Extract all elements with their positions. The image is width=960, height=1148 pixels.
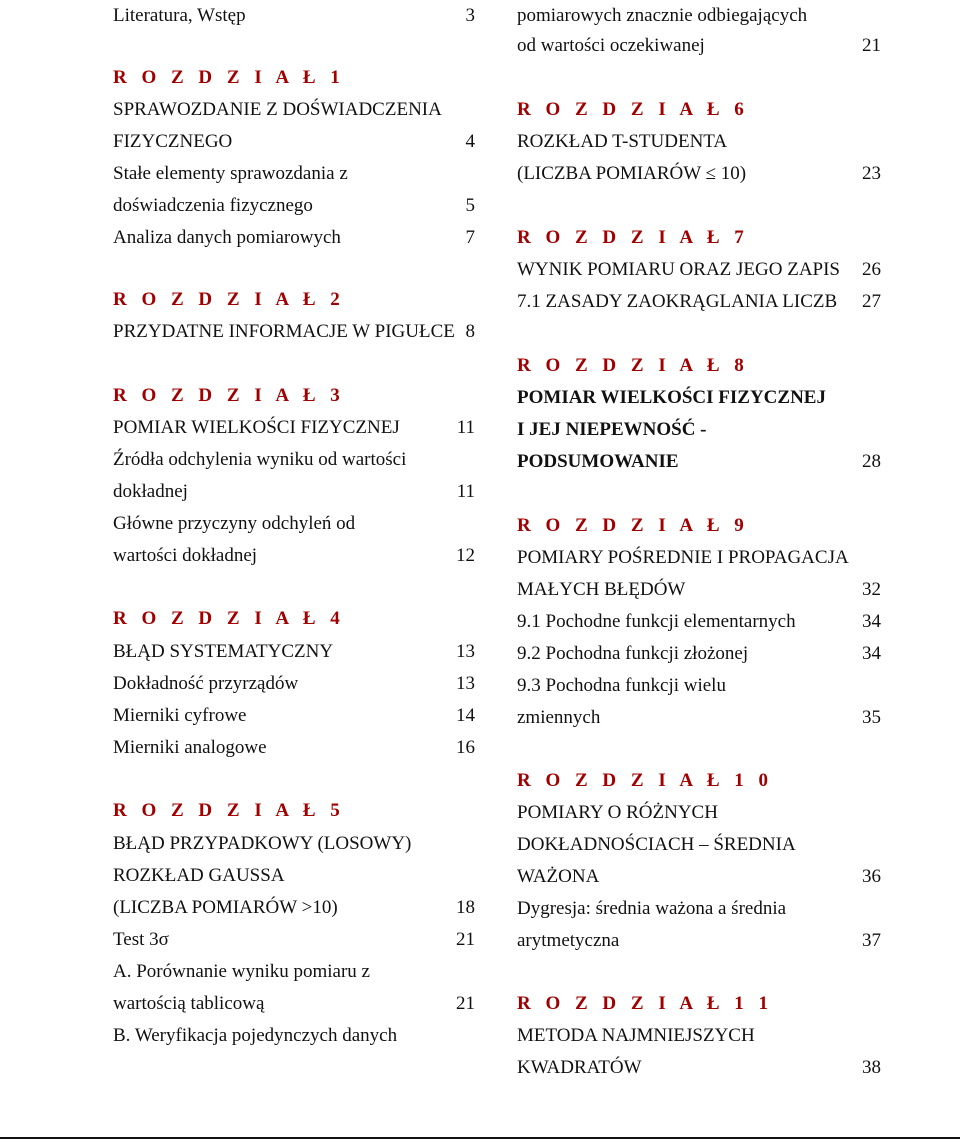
toc-entry: Źródła odchylenia wyniku od wartości xyxy=(113,449,407,470)
chapter-title[interactable]: PODSUMOWANIE 28 xyxy=(517,451,881,472)
chapter-title[interactable]: PRZYDATNE INFORMACJE W PIGUŁCE 8 xyxy=(113,321,475,342)
chapter-heading: R O Z D Z I A Ł 8 xyxy=(517,355,749,376)
toc-entry[interactable]: 9.1 Pochodne funkcji elementarnych 34 xyxy=(517,611,881,632)
chapter-title: I JEJ NIEPEWNOŚĆ - xyxy=(517,419,707,440)
chapter-title[interactable]: POMIAR WIELKOŚCI FIZYCZNEJ 11 xyxy=(113,417,475,438)
chapter-title: ROZKŁAD GAUSSA xyxy=(113,865,285,886)
toc-entry[interactable]: doświadczenia fizycznego 5 xyxy=(113,195,475,216)
toc-entry[interactable]: Dokładność przyrządów 13 xyxy=(113,673,475,694)
chapter-heading: R O Z D Z I A Ł 9 xyxy=(517,515,749,536)
toc-entry[interactable]: wartości dokładnej 12 xyxy=(113,545,475,566)
chapter-title[interactable]: (LICZBA POMIARÓW >10) 18 xyxy=(113,897,475,918)
toc-entry[interactable]: dokładnej 11 xyxy=(113,481,475,502)
toc-entry[interactable]: Test 3σ 21 xyxy=(113,929,475,950)
chapter-heading: R O Z D Z I A Ł 4 xyxy=(113,608,345,629)
chapter-heading: R O Z D Z I A Ł 5 xyxy=(113,800,345,821)
toc-entry: Dygresja: średnia ważona a średnia xyxy=(517,898,787,919)
chapter-title: DOKŁADNOŚCIACH – ŚREDNIA xyxy=(517,834,796,855)
bottom-divider xyxy=(0,1137,960,1139)
chapter-heading: R O Z D Z I A Ł 1 1 xyxy=(517,993,774,1014)
chapter-title[interactable]: WYNIK POMIARU ORAZ JEGO ZAPIS 26 xyxy=(517,259,881,280)
chapter-title: POMIAR WIELKOŚCI FIZYCZNEJ xyxy=(517,387,826,408)
chapter-title: BŁĄD PRZYPADKOWY (LOSOWY) xyxy=(113,833,412,854)
toc-entry: Główne przyczyny odchyleń od xyxy=(113,513,356,534)
toc-entry: B. Weryfikacja pojedynczych danych xyxy=(113,1025,398,1046)
entry-title: Literatura, Wstęp xyxy=(113,5,246,26)
toc-entry: A. Porównanie wyniku pomiaru z xyxy=(113,961,370,982)
chapter-heading: R O Z D Z I A Ł 3 xyxy=(113,385,345,406)
toc-entry[interactable]: 7.1 ZASADY ZAOKRĄGLANIA LICZB 27 xyxy=(517,291,881,312)
chapter-heading: R O Z D Z I A Ł 2 xyxy=(113,289,345,310)
chapter-title[interactable]: WAŻONA 36 xyxy=(517,866,881,887)
toc-entry[interactable]: arytmetyczna 37 xyxy=(517,930,881,951)
toc-entry[interactable]: Mierniki analogowe 16 xyxy=(113,737,475,758)
chapter-heading: R O Z D Z I A Ł 1 0 xyxy=(517,770,774,791)
toc-entry[interactable] xyxy=(113,0,475,32)
chapter-heading: R O Z D Z I A Ł 7 xyxy=(517,227,749,248)
toc-entry[interactable]: 9.2 Pochodna funkcji złożonej 34 xyxy=(517,643,881,664)
chapter-title: POMIARY POŚREDNIE I PROPAGACJA xyxy=(517,547,849,568)
chapter-title: METODA NAJMNIEJSZYCH xyxy=(517,1025,755,1046)
chapter-heading: R O Z D Z I A Ł 1 xyxy=(113,67,345,88)
toc-entry[interactable]: Analiza danych pomiarowych 7 xyxy=(113,227,475,248)
chapter-heading: R O Z D Z I A Ł 6 xyxy=(517,99,749,120)
toc-entry[interactable]: Mierniki cyfrowe 14 xyxy=(113,705,475,726)
chapter-title[interactable]: KWADRATÓW 38 xyxy=(517,1057,881,1078)
chapter-title[interactable]: BŁĄD SYSTEMATYCZNY 13 xyxy=(113,641,475,662)
chapter-title: POMIARY O RÓŻNYCH xyxy=(517,802,718,823)
chapter-title[interactable]: MAŁYCH BŁĘDÓW 32 xyxy=(517,579,881,600)
toc-entry: pomiarowych znacznie odbiegających xyxy=(517,5,808,26)
entry-page: 3 xyxy=(465,5,475,26)
chapter-title[interactable]: (LICZBA POMIARÓW ≤ 10) 23 xyxy=(517,163,881,184)
toc-entry: Stałe elementy sprawozdania z xyxy=(113,163,348,184)
chapter-title[interactable]: FIZYCZNEGO 4 xyxy=(113,131,475,152)
toc-entry[interactable]: wartością tablicową 21 xyxy=(113,993,475,1014)
toc-entry[interactable]: od wartości oczekiwanej 21 xyxy=(517,35,881,56)
chapter-title: ROZKŁAD T-STUDENTA xyxy=(517,131,728,152)
chapter-title: SPRAWOZDANIE Z DOŚWIADCZENIA xyxy=(113,99,442,120)
toc-entry[interactable]: zmiennych 35 xyxy=(517,707,881,728)
toc-entry: 9.3 Pochodna funkcji wielu xyxy=(517,675,726,696)
